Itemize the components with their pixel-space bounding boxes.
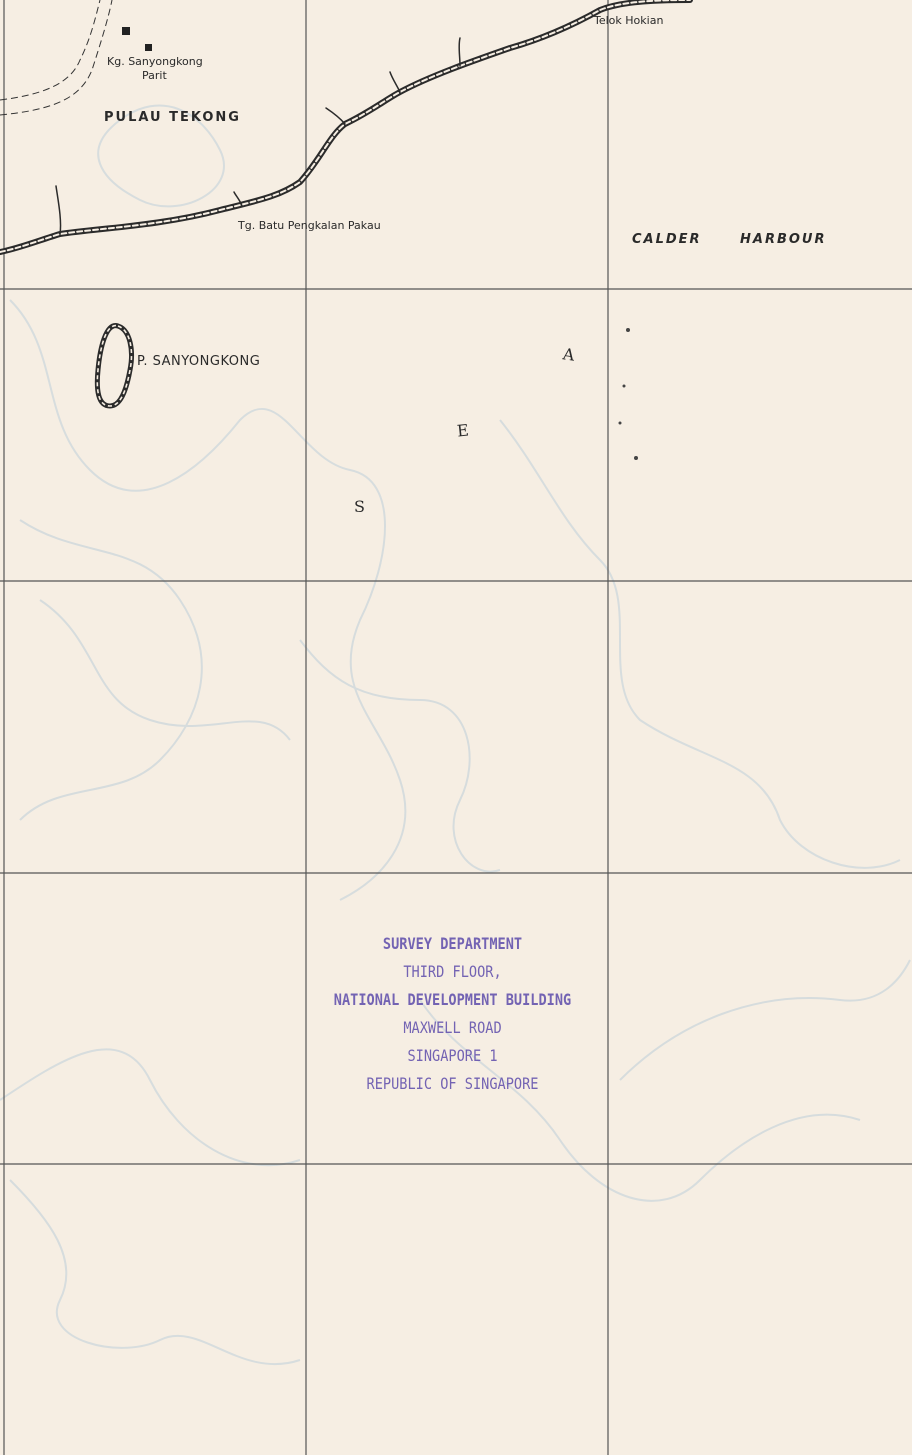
label-calder: CALDER bbox=[632, 232, 702, 247]
creek-3 bbox=[326, 108, 345, 124]
rock-4 bbox=[634, 456, 638, 460]
island-sanyongkong bbox=[97, 326, 131, 406]
faint-contours bbox=[0, 106, 910, 1365]
label-kampong: Kg. Sanyongkong bbox=[107, 55, 203, 68]
label-parit: Parit bbox=[142, 69, 167, 82]
faint-contour-1 bbox=[10, 300, 405, 900]
faint-contour-10 bbox=[40, 600, 290, 740]
stamp-line-2: THIRD FLOOR, bbox=[403, 962, 502, 981]
creek-1 bbox=[56, 186, 61, 234]
faint-contour-2 bbox=[20, 520, 202, 820]
faint-contour-8 bbox=[620, 960, 910, 1080]
village-markers bbox=[122, 27, 152, 51]
stamp-line-1: SURVEY DEPARTMENT bbox=[382, 934, 523, 953]
coastline-main bbox=[0, 0, 690, 252]
village-marker-2 bbox=[145, 44, 152, 51]
rock-marks bbox=[619, 328, 639, 460]
label-pulau-tekong: PULAU TEKONG bbox=[104, 110, 241, 125]
rock-3 bbox=[619, 422, 622, 425]
label-sea-e: E bbox=[456, 420, 470, 441]
faint-contour-4 bbox=[300, 640, 500, 872]
creek-5 bbox=[459, 38, 460, 66]
label-sea-s: S bbox=[354, 497, 365, 516]
creek-4 bbox=[390, 72, 400, 92]
village-marker-1 bbox=[122, 27, 130, 35]
dashed-track-outer bbox=[0, 0, 100, 100]
pulau-tekong-coastline bbox=[0, 0, 690, 252]
label-telok-hokian: Telok Hokian bbox=[594, 14, 664, 27]
faint-contour-7 bbox=[0, 1049, 300, 1165]
label-sea-a: A bbox=[561, 344, 576, 365]
faint-contour-3 bbox=[500, 420, 900, 868]
label-harbour: HARBOUR bbox=[740, 232, 827, 247]
label-tanjong: Tg. Batu Pengkalan Pakau bbox=[238, 219, 381, 232]
stamp-line-4: MAXWELL ROAD bbox=[403, 1018, 502, 1037]
survey-department-stamp bbox=[300, 930, 605, 1098]
island-outline bbox=[97, 326, 131, 406]
faint-contour-5 bbox=[10, 1180, 300, 1364]
rock-2 bbox=[623, 385, 626, 388]
label-p-sanyongkong: P. SANYONGKONG bbox=[137, 354, 261, 369]
stamp-line-5: SINGAPORE 1 bbox=[407, 1046, 498, 1065]
stamp-line-6: REPUBLIC OF SINGAPORE bbox=[366, 1074, 539, 1093]
rock-1 bbox=[626, 328, 630, 332]
stamp-line-3: NATIONAL DEVELOPMENT BUILDING bbox=[333, 990, 572, 1009]
dashed-track bbox=[0, 0, 112, 115]
